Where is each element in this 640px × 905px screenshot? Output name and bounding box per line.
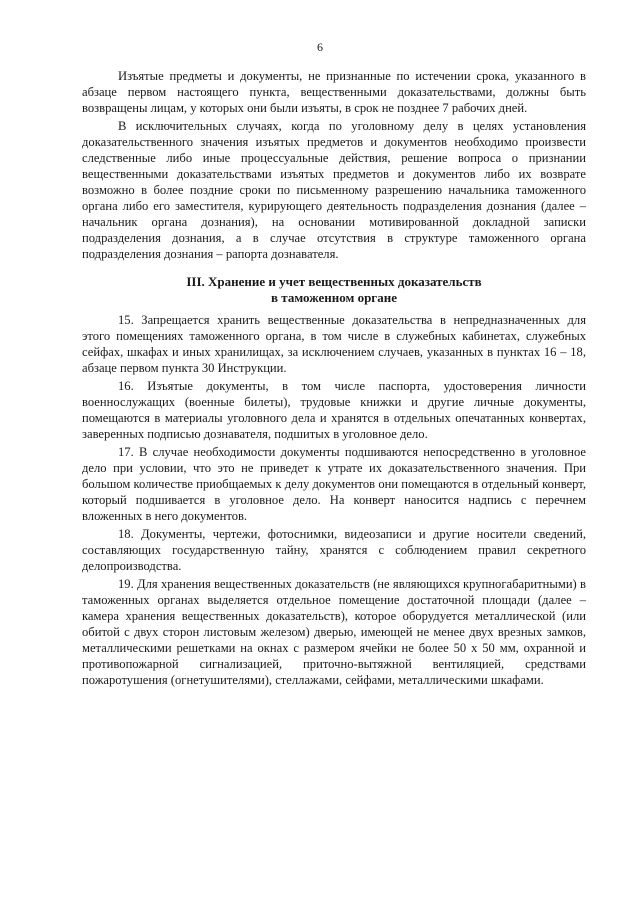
paragraph-returned-items: Изъятые предметы и документы, не признанные по истечении срока, указанного в абзаце первом настоящего пункта, вещественными доказательствами, должны быть возвращены лицам, у которых они были изъяты, в срок не позднее 7 рабочих дней. [82,69,586,115]
paragraph-17: 17. В случае необходимости документы подшиваются непосредственно в уголовное дело при условии, что это не приведет к утрате их доказательственного значения. При большом количестве приобщаемых к делу документов они помещаются в отдельный конверт, который подшивается в уголовное дело. На конверт наносится надпись с перечнем вложенных в него документов. [82,445,586,523]
section-heading [82,274,586,306]
paragraph-18: 18. Документы, чертежи, фотоснимки, видеозаписи и другие носители сведений, составляющих государственную тайну, хранятся с соблюдением правил секретного делопроизводства. [82,527,586,573]
paragraph-19: 19. Для хранения вещественных доказательств (не являющихся крупногабаритными) в таможенных органах выделяется отдельное помещение достаточной площади (далее – камера хранения вещественных доказательств), которое оборудуется металлической (или обитой с двух сторон листовым железом) дверью, имеющей не менее двух врезных замков, металлическими решетками на окнах с размером ячейки не более 50 х 50 мм, охранной и противопожарной сигнализацией, приточно-вытяжной вентиляцией, средствами пожаротушения (огнетушителями), стеллажами, сейфами, металлическими шкафами. [82,577,586,687]
page-number: 6 [317,40,323,54]
document-body [82,68,586,690]
section-heading-line2: в таможенном органе [271,290,397,305]
paragraph-15: 15. Запрещается хранить вещественные доказательства в непредназначенных для этого помещениях таможенного органа, в том числе в служебных кабинетах, служебных сейфах, шкафах и иных хранилищах, за исключением случаев, указанных в пунктах 16 – 18, абзаце первом пункта 30 Инструкции. [82,313,586,375]
paragraph-16: 16. Изъятые документы, в том числе паспорта, удостоверения личности военнослужащих (военные билеты), трудовые книжки и другие личные документы, помещаются в материалы уголовного дела и хранятся в отдельных опечатанных конвертах, заверенных подписью дознавателя, подшитых в уголовное дело. [82,379,586,441]
section-heading-line1: III. Хранение и учет вещественных доказательств [186,274,482,289]
paragraph-exceptional-cases: В исключительных случаях, когда по уголовному делу в целях установления доказательственного значения изъятых предметов и документов необходимо произвести следственные либо иные процессуальные действия, решение вопроса о признании вещественными доказательствами изъятых предметов и документов либо их возврате возможно в более поздние сроки по письменному разрешению начальника таможенного органа либо его заместителя, курирующего деятельность подразделения дознания (далее – начальник органа дознания), на основании мотивированной докладной записки подразделения дознания, а в случае отсутствия в структуре таможенного органа подразделения дознания – рапорта дознавателя. [82,119,586,261]
